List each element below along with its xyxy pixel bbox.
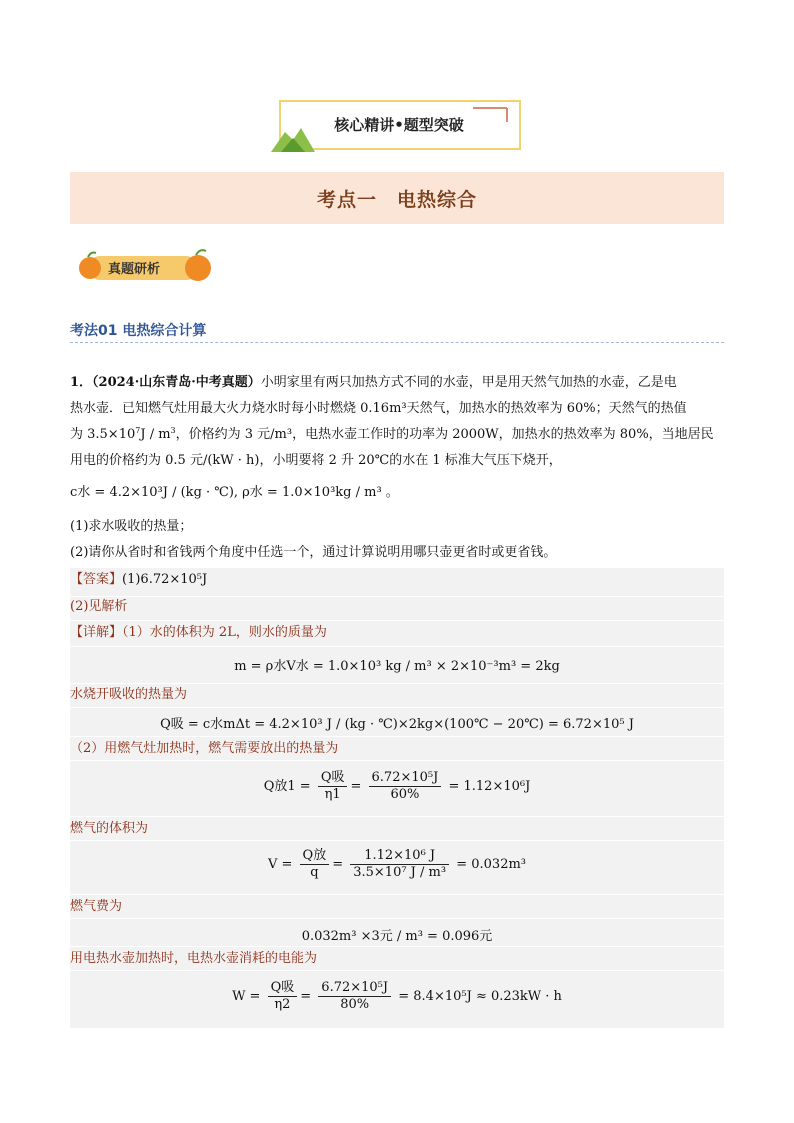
question-source: （2024·山东青岛·中考真题） (92, 375, 261, 390)
question-line-2: 热水壶．已知燃气灶用最大火力烧水时每小时燃烧 0.16m³天然气，加热水的热效率为 60%；天然气的热值 (70, 401, 687, 416)
denominator: 60% (390, 787, 420, 802)
question-part-1: (1)求水吸收的热量； (70, 519, 193, 534)
row-divider (70, 707, 724, 708)
section-title: 考点一 电热综合 (316, 189, 477, 211)
detail-line-2: 水烧开吸收的热量为 (70, 687, 188, 702)
row-divider (70, 946, 724, 947)
row-divider (70, 816, 724, 817)
row-divider (70, 840, 724, 841)
row-divider (70, 736, 724, 737)
question-line-1 (70, 374, 677, 392)
exponent: 7 (135, 426, 141, 435)
section-banner (279, 100, 519, 148)
numerator: 6.72×10⁵J (318, 980, 391, 997)
numerator: Q吸 (268, 980, 298, 997)
question-line-3 (70, 426, 714, 444)
denominator: η1 (324, 787, 341, 802)
detail-line-1 (70, 624, 327, 642)
answer-line (70, 571, 207, 589)
denominator: 80% (340, 997, 370, 1012)
row-divider (70, 620, 724, 621)
question-text: 小明家里有两只加热方式不同的水壶，甲是用天然气加热的水壶，乙是电 (260, 375, 677, 390)
numerator: 1.12×10⁶ J (350, 848, 449, 865)
badge-label: 真题研析 (108, 262, 161, 277)
section-header (70, 172, 724, 224)
fraction (268, 980, 298, 1013)
banner-title: 核心精讲•题型突破 (334, 116, 464, 134)
row-divider (70, 683, 724, 684)
formula-mass: m = ρ水V水 = 1.0×10³ kg / m³ × 2×10⁻³m³ = 2kg (234, 659, 560, 674)
badge-zhenti (74, 246, 214, 286)
exponent: 3 (170, 426, 176, 435)
numerator: Q吸 (318, 770, 348, 787)
detail-line-5: 燃气费为 (70, 899, 123, 914)
formula-gas-volume: V = $\frac{\text{Q放}}{q}$ = $\frac{\text{1.12×10⁶ J}}{\text{3.5×10⁷ J / m³}}$ = 0.032m³ (267, 848, 527, 880)
fraction (318, 980, 391, 1013)
text-span: J / m (140, 427, 171, 442)
formula-heat: Q吸 = c水mΔt = 4.2×10³ J / (kg · ℃)×2kg×(100℃ − 20℃) = 6.72×10⁵ J (160, 717, 634, 732)
detail-label: 【详解】 (70, 625, 123, 640)
formula-electric-energy: W = $\frac{\text{Q吸}}{\eta 2}$ = $\frac{\text{6.72×10⁵J}}{80\%}$ = 8.4×10⁵J ≈ 0.23kW · h (232, 980, 562, 1012)
formula-rhs: = 1.12×10⁶J (448, 779, 531, 794)
text-span: 为 3.5×10 (70, 427, 136, 442)
fraction (350, 848, 449, 881)
denominator: η2 (274, 997, 291, 1012)
row-divider (70, 596, 724, 597)
denominator: q (310, 865, 319, 880)
fraction (318, 770, 348, 803)
answer-2: (2)见解析 (70, 599, 128, 614)
method-title: 考法01 电热综合计算 (70, 323, 207, 339)
numerator: 6.72×10⁵J (369, 770, 442, 787)
formula-lhs: Q放1 = (263, 779, 311, 794)
question-line-4: 用电的价格约为 0.5 元/(kW · h)，小明要将 2 升 20℃的水在 1 标准大气压下烧开， (70, 453, 562, 468)
detail-line-6: 用电热水壶加热时，电热水壶消耗的电能为 (70, 951, 318, 966)
answer-label: 【答案】 (70, 572, 123, 587)
text-span: ，价格约为 3 元/m³，电热水壶工作时的功率为 2000W，加热水的热效率为 80%，当地居民 (175, 427, 714, 442)
formula-lhs: V = (267, 857, 293, 872)
row-divider (70, 894, 724, 895)
formula-lhs: W = (232, 989, 261, 1004)
formula-gas-heat: Q放1 = $\frac{\text{Q吸}}{\eta 1}$ = $\frac{\text{6.72×10⁵J}}{60\%}$ = 1.12×10⁶J (263, 770, 531, 802)
detail-text: （1）水的体积为 2L，则水的质量为 (122, 625, 327, 640)
row-divider (70, 970, 724, 971)
question-constants: c水 = 4.2×10³J / (kg · ℃), ρ水 = 1.0×10³kg / m³ 。 (70, 485, 399, 500)
row-divider (70, 918, 724, 919)
method-underline (70, 342, 724, 343)
denominator: 3.5×10⁷ J / m³ (353, 865, 447, 880)
detail-line-3: （2）用燃气灶加热时，燃气需要放出的热量为 (70, 741, 339, 756)
row-divider (70, 760, 724, 761)
question-number: 1． (70, 375, 93, 390)
fraction (369, 770, 442, 803)
question-part-2: (2)请你从省时和省钱两个角度中任选一个，通过计算说明用哪只壶更省时或更省钱。 (70, 545, 557, 560)
row-divider (70, 646, 724, 647)
formula-rhs: = 8.4×10⁵J ≈ 0.23kW · h (398, 989, 562, 1004)
fraction (300, 848, 330, 881)
detail-line-4: 燃气的体积为 (70, 821, 149, 836)
formula-rhs: = 0.032m³ (456, 857, 527, 872)
formula-gas-cost: 0.032m³ ×3元 / m³ = 0.096元 (301, 929, 493, 944)
answer-1: (1)6.72×10⁵J (122, 572, 208, 587)
numerator: Q放 (300, 848, 330, 865)
